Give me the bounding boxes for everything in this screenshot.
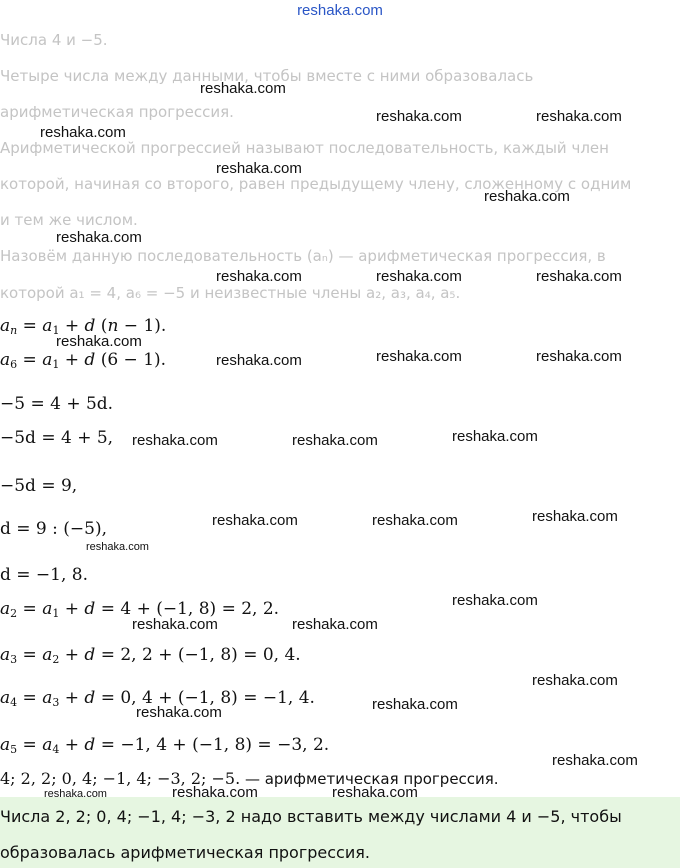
watermark: reshaka.com: [56, 229, 142, 246]
formula-line: $a_3 = a_2 + d = 2$, 2 + (−1, 8) = 0, 4.: [0, 645, 301, 666]
watermark: reshaka.com: [372, 512, 458, 529]
watermark: reshaka.com: [532, 672, 618, 689]
watermark: reshaka.com: [372, 696, 458, 713]
formula-line: d = −1, 8.: [0, 565, 89, 585]
watermark: reshaka.com: [44, 788, 107, 800]
text-line: которой, начиная со второго, равен предыдущему члену, сложенному с одним: [0, 175, 632, 193]
watermark: reshaka.com: [136, 704, 222, 721]
text-line: и тем же числом.: [0, 211, 138, 229]
site-header[interactable]: reshaka.com: [297, 2, 383, 19]
text-line: которой a₁ = 4, a₆ = −5 и неизвестные члены a₂, a₃, a₄, a₅.: [0, 284, 461, 302]
watermark: reshaka.com: [216, 268, 302, 285]
formula-line: $a_6 = a_1 + d$ (6 − 1).: [0, 350, 167, 371]
sequence-note: — арифметическая прогрессия.: [240, 770, 499, 788]
formula-line: d = 9 : (−5),: [0, 519, 108, 539]
watermark: reshaka.com: [452, 428, 538, 445]
answer-line-2: образовалась арифметическая прогрессия.: [0, 843, 370, 862]
watermark: reshaka.com: [292, 616, 378, 633]
watermark: reshaka.com: [172, 784, 258, 801]
formula-line: −5d = 4 + 5,: [0, 428, 114, 448]
formula-line: $a_n = a_1 + d$ (n − 1).: [0, 316, 167, 337]
watermark: reshaka.com: [376, 348, 462, 365]
watermark: reshaka.com: [216, 160, 302, 177]
answer-line-1: Числа 2, 2; 0, 4; −1, 4; −3, 2 надо вставить между числами 4 и −5, чтобы: [0, 807, 622, 826]
text-line: Арифметической прогрессией называют последовательность, каждый член: [0, 139, 609, 157]
watermark: reshaka.com: [536, 108, 622, 125]
formula-line: −5 = 4 + 5d.: [0, 394, 114, 414]
watermark: reshaka.com: [332, 784, 418, 801]
watermark: reshaka.com: [132, 432, 218, 449]
text-line: Назовём данную последовательность (aₙ) — арифметическая прогрессия, в: [0, 247, 606, 265]
text-line: Четыре числа между данными, чтобы вместе с ними образовалась: [0, 67, 534, 85]
watermark: reshaka.com: [376, 268, 462, 285]
watermark: reshaka.com: [216, 352, 302, 369]
watermark: reshaka.com: [200, 80, 286, 97]
watermark: reshaka.com: [536, 268, 622, 285]
watermark: reshaka.com: [56, 333, 142, 350]
watermark: reshaka.com: [86, 541, 149, 553]
watermark: reshaka.com: [132, 616, 218, 633]
sequence: 4; 2, 2; 0, 4; −1, 4; −3, 2; −5.: [0, 769, 241, 788]
watermark: reshaka.com: [376, 108, 462, 125]
answer-box: [0, 797, 680, 868]
watermark: reshaka.com: [40, 124, 126, 141]
watermark: reshaka.com: [292, 432, 378, 449]
formula-line: $a_5 = a_4 + d = -1$, 4 + (−1, 8) = −3, 2.: [0, 735, 330, 756]
watermark: reshaka.com: [552, 752, 638, 769]
watermark: reshaka.com: [484, 188, 570, 205]
watermark: reshaka.com: [452, 592, 538, 609]
watermark: reshaka.com: [536, 348, 622, 365]
text-line: Числа 4 и −5.: [0, 31, 108, 49]
watermark: reshaka.com: [532, 508, 618, 525]
formula-line: $a_2 = a_1 + d = 4 + (-1$, 8) = 2, 2.: [0, 599, 280, 620]
watermark: reshaka.com: [212, 512, 298, 529]
formula-line: $a_4 = a_3 + d = 0$, 4 + (−1, 8) = −1, 4.: [0, 688, 315, 709]
formula-line: −5d = 9,: [0, 476, 78, 496]
text-line: арифметическая прогрессия.: [0, 103, 234, 121]
